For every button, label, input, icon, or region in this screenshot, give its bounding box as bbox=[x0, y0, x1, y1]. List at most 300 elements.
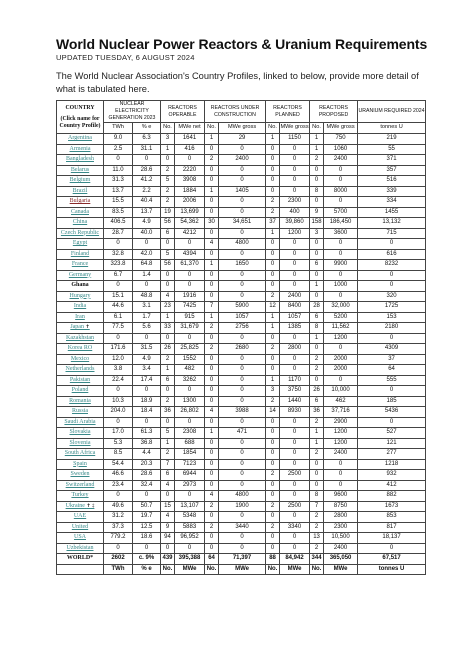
value-cell: 0 bbox=[310, 470, 324, 481]
value-cell: 10,500 bbox=[324, 533, 358, 544]
value-cell: 471 bbox=[219, 428, 266, 439]
value-cell: 9600 bbox=[324, 491, 358, 502]
value-cell: 158 bbox=[310, 218, 324, 229]
value-cell: 6 bbox=[310, 396, 324, 407]
value-cell: 1.4 bbox=[133, 270, 161, 281]
country-name[interactable]: Netherlands bbox=[65, 366, 95, 372]
value-cell: 30 bbox=[205, 218, 219, 229]
value-cell: 616 bbox=[358, 249, 426, 260]
country-name-cell[interactable] bbox=[57, 522, 104, 533]
value-cell: 0 bbox=[280, 155, 310, 166]
value-cell: 64.8 bbox=[133, 260, 161, 271]
country-name-cell[interactable] bbox=[57, 312, 104, 323]
value-cell: 1405 bbox=[219, 186, 266, 197]
value-cell: 9.0 bbox=[104, 134, 133, 145]
value-cell: 29 bbox=[219, 134, 266, 145]
value-cell: 0 bbox=[219, 386, 266, 397]
value-cell: 15.5 bbox=[104, 197, 133, 208]
value-cell: 715 bbox=[358, 228, 426, 239]
value-cell: 0 bbox=[266, 533, 280, 544]
country-name[interactable]: India bbox=[73, 303, 87, 309]
table-row bbox=[57, 291, 426, 302]
value-cell: 0 bbox=[219, 512, 266, 523]
value-cell: 6 bbox=[310, 312, 324, 323]
value-cell: 1 bbox=[205, 428, 219, 439]
country-name-cell[interactable] bbox=[57, 291, 104, 302]
country-name-cell[interactable] bbox=[57, 533, 104, 544]
value-cell: 0 bbox=[310, 197, 324, 208]
country-name-cell[interactable] bbox=[57, 218, 104, 229]
value-cell: 0 bbox=[205, 543, 219, 554]
country-name-cell[interactable] bbox=[57, 365, 104, 376]
value-cell: 0 bbox=[219, 375, 266, 386]
country-name[interactable]: Argentina bbox=[68, 135, 92, 141]
value-cell: 31.3 bbox=[104, 176, 133, 187]
value-cell: 0 bbox=[205, 249, 219, 260]
value-cell: 0 bbox=[310, 165, 324, 176]
table-row bbox=[57, 344, 426, 355]
country-name[interactable]: Belarus bbox=[70, 166, 90, 173]
country-name-cell[interactable] bbox=[57, 134, 104, 145]
value-cell: 853 bbox=[358, 512, 426, 523]
value-cell: 26,802 bbox=[175, 407, 205, 418]
value-cell: 4 bbox=[161, 291, 175, 302]
table-row bbox=[57, 176, 426, 187]
value-cell: No. bbox=[266, 564, 280, 575]
value-cell: 8 bbox=[310, 186, 324, 197]
value-cell: 64 bbox=[358, 365, 426, 376]
value-cell: 0 bbox=[161, 239, 175, 250]
country-name[interactable]: Egypt bbox=[72, 240, 88, 246]
value-cell: 0 bbox=[280, 144, 310, 155]
value-cell: 0 bbox=[205, 375, 219, 386]
country-name[interactable]: Ukraine bbox=[65, 502, 85, 509]
value-cell: 0 bbox=[219, 449, 266, 460]
value-cell: 0 bbox=[161, 491, 175, 502]
construction-mwe-subheader: MWe gross bbox=[219, 123, 266, 134]
country-name[interactable]: Bangladesh bbox=[66, 156, 94, 162]
value-cell: 1 bbox=[310, 428, 324, 439]
country-name[interactable]: Iran bbox=[75, 313, 85, 320]
country-name-cell[interactable] bbox=[57, 407, 104, 418]
value-cell: 0 bbox=[324, 270, 358, 281]
country-name[interactable]: Czech Republic bbox=[60, 229, 100, 236]
value-cell: 1200 bbox=[280, 228, 310, 239]
value-cell: 1552 bbox=[175, 354, 205, 365]
value-cell: 2000 bbox=[324, 354, 358, 365]
value-cell: 9 bbox=[161, 522, 175, 533]
country-name-cell[interactable] bbox=[57, 176, 104, 187]
proposed-mwe-subheader: MWe gross bbox=[324, 123, 358, 134]
country-name[interactable]: Russia bbox=[71, 408, 88, 414]
value-cell: 1385 bbox=[280, 323, 310, 334]
value-cell: 1300 bbox=[175, 396, 205, 407]
country-name[interactable]: USA bbox=[73, 534, 86, 540]
value-cell: 0 bbox=[310, 291, 324, 302]
table-row bbox=[57, 249, 426, 260]
value-cell: 3750 bbox=[280, 386, 310, 397]
country-name[interactable]: Switzerland bbox=[65, 481, 95, 488]
country-name[interactable]: Spain bbox=[73, 460, 87, 467]
value-cell: 0 bbox=[324, 239, 358, 250]
value-cell: 40.0 bbox=[133, 228, 161, 239]
value-cell: 0 bbox=[358, 333, 426, 344]
value-cell: 0 bbox=[280, 281, 310, 292]
value-cell: 555 bbox=[358, 375, 426, 386]
country-footnote-mark: ✝ ‡ bbox=[86, 503, 95, 509]
value-cell: 0 bbox=[219, 165, 266, 176]
value-cell: 0 bbox=[266, 186, 280, 197]
value-cell: 88 bbox=[266, 554, 280, 565]
country-name[interactable]: Hungary bbox=[69, 292, 91, 299]
value-cell: 186,450 bbox=[324, 218, 358, 229]
value-cell: 2 bbox=[266, 501, 280, 512]
value-cell: 0 bbox=[219, 533, 266, 544]
country-name-cell[interactable] bbox=[57, 512, 104, 523]
value-cell: 12.0 bbox=[104, 354, 133, 365]
country-name-cell[interactable] bbox=[57, 249, 104, 260]
value-cell: 67,517 bbox=[358, 554, 426, 565]
country-name-cell[interactable] bbox=[57, 302, 104, 313]
value-cell: 0 bbox=[266, 491, 280, 502]
table-row bbox=[57, 501, 426, 512]
value-cell: 4.9 bbox=[133, 218, 161, 229]
country-name[interactable]: Slovakia bbox=[69, 429, 91, 435]
country-name-cell[interactable] bbox=[57, 165, 104, 176]
value-cell: MWe bbox=[280, 564, 310, 575]
value-cell: 14 bbox=[266, 407, 280, 418]
country-name-cell[interactable] bbox=[57, 260, 104, 271]
value-cell: 2 bbox=[266, 197, 280, 208]
value-cell: 0 bbox=[280, 428, 310, 439]
country-name[interactable]: Korea RO bbox=[67, 345, 93, 351]
value-cell: 412 bbox=[358, 480, 426, 491]
value-cell: 0 bbox=[205, 470, 219, 481]
twh-subheader: TWh bbox=[104, 123, 133, 134]
uranium-subheader: tonnes U bbox=[358, 123, 426, 134]
country-name-cell[interactable] bbox=[57, 470, 104, 481]
value-cell: 0 bbox=[219, 365, 266, 376]
country-name[interactable]: UAE bbox=[73, 513, 87, 519]
value-cell: 46.6 bbox=[104, 470, 133, 481]
country-name-cell[interactable] bbox=[57, 144, 104, 155]
country-name-cell[interactable] bbox=[57, 375, 104, 386]
value-cell: TWh bbox=[104, 564, 133, 575]
value-cell: No. bbox=[161, 564, 175, 575]
value-cell: 61.3 bbox=[133, 428, 161, 439]
table-row bbox=[57, 480, 426, 491]
value-cell: 36.8 bbox=[133, 438, 161, 449]
value-cell: 5436 bbox=[358, 407, 426, 418]
country-name-cell[interactable] bbox=[57, 207, 104, 218]
value-cell: 34,651 bbox=[219, 218, 266, 229]
value-cell: 0 bbox=[324, 470, 358, 481]
value-cell: 9900 bbox=[324, 260, 358, 271]
country-name-cell[interactable] bbox=[57, 543, 104, 554]
country-name[interactable]: Japan bbox=[70, 324, 84, 330]
value-cell: MWe bbox=[175, 564, 205, 575]
country-name[interactable]: France bbox=[71, 261, 89, 267]
country-name-cell[interactable] bbox=[57, 239, 104, 250]
value-cell: 0 bbox=[219, 270, 266, 281]
value-cell: 5.6 bbox=[133, 323, 161, 334]
value-cell: 0 bbox=[280, 449, 310, 460]
value-cell: 1 bbox=[310, 144, 324, 155]
country-name[interactable]: South Africa bbox=[64, 450, 96, 456]
value-cell: 0 bbox=[266, 249, 280, 260]
country-name[interactable]: Slovenia bbox=[69, 439, 91, 446]
value-cell: 2308 bbox=[175, 428, 205, 439]
country-name[interactable]: Belgium bbox=[69, 177, 91, 183]
value-cell: No. bbox=[310, 564, 324, 575]
country-name[interactable]: Uzbekistan bbox=[66, 544, 94, 551]
country-name[interactable]: Finland bbox=[70, 250, 90, 257]
value-cell: 2006 bbox=[175, 197, 205, 208]
value-cell: 41.2 bbox=[133, 176, 161, 187]
reactors-table bbox=[56, 100, 426, 575]
value-cell: 0 bbox=[358, 543, 426, 554]
value-cell: 1 bbox=[266, 323, 280, 334]
country-name-cell[interactable] bbox=[57, 333, 104, 344]
value-cell: 8930 bbox=[280, 407, 310, 418]
country-name-cell[interactable] bbox=[57, 428, 104, 439]
country-name-cell[interactable] bbox=[57, 449, 104, 460]
value-cell: 0 bbox=[324, 197, 358, 208]
value-cell: 2 bbox=[161, 354, 175, 365]
value-cell: 2602 bbox=[104, 554, 133, 565]
value-cell: 2973 bbox=[175, 480, 205, 491]
value-cell: 22.4 bbox=[104, 375, 133, 386]
value-cell: 0 bbox=[104, 386, 133, 397]
value-cell: 31.1 bbox=[133, 144, 161, 155]
country-name[interactable]: Turkey bbox=[71, 492, 89, 498]
country-name-cell[interactable] bbox=[57, 438, 104, 449]
table-row bbox=[57, 155, 426, 166]
value-cell: 3.4 bbox=[133, 365, 161, 376]
value-cell: 37,716 bbox=[324, 407, 358, 418]
value-cell: 2 bbox=[266, 344, 280, 355]
planned-no-subheader: No. bbox=[266, 123, 280, 134]
value-cell: 0 bbox=[205, 197, 219, 208]
value-cell: 4 bbox=[205, 407, 219, 418]
value-cell: 3 bbox=[161, 134, 175, 145]
value-cell: 0 bbox=[133, 155, 161, 166]
country-name-cell[interactable] bbox=[57, 270, 104, 281]
value-cell: 4309 bbox=[358, 344, 426, 355]
value-cell: 2220 bbox=[175, 165, 205, 176]
value-cell: 0 bbox=[219, 438, 266, 449]
value-cell: 31.5 bbox=[133, 344, 161, 355]
value-cell: 0 bbox=[280, 417, 310, 428]
country-name[interactable]: Pakistan bbox=[69, 376, 91, 383]
value-cell: 64 bbox=[205, 554, 219, 565]
table-row bbox=[57, 239, 426, 250]
country-name[interactable]: Mexico bbox=[70, 355, 90, 362]
value-cell: 0 bbox=[161, 333, 175, 344]
value-cell: 1 bbox=[161, 144, 175, 155]
value-cell: 750 bbox=[324, 134, 358, 145]
country-name[interactable]: Brazil bbox=[72, 187, 88, 194]
value-cell: 0 bbox=[324, 291, 358, 302]
value-cell: 0 bbox=[133, 543, 161, 554]
value-cell: 84,942 bbox=[280, 554, 310, 565]
value-cell: 54.4 bbox=[104, 459, 133, 470]
value-cell: 2400 bbox=[324, 155, 358, 166]
country-name-cell[interactable] bbox=[57, 480, 104, 491]
value-cell: 10,000 bbox=[324, 386, 358, 397]
value-cell: 1200 bbox=[324, 438, 358, 449]
value-cell: 40.4 bbox=[133, 197, 161, 208]
value-cell: 2 bbox=[266, 522, 280, 533]
value-cell: 6.7 bbox=[104, 270, 133, 281]
table-row bbox=[57, 270, 426, 281]
value-cell: 2 bbox=[310, 365, 324, 376]
value-cell: 2300 bbox=[324, 522, 358, 533]
country-name-cell[interactable] bbox=[57, 396, 104, 407]
country-name-cell[interactable] bbox=[57, 417, 104, 428]
value-cell: 0 bbox=[161, 155, 175, 166]
country-name-cell[interactable] bbox=[57, 386, 104, 397]
country-name[interactable]: China bbox=[72, 219, 88, 225]
country-name-cell[interactable] bbox=[57, 459, 104, 470]
value-cell: 0 bbox=[266, 417, 280, 428]
value-cell: 0 bbox=[219, 333, 266, 344]
value-cell: 0 bbox=[205, 480, 219, 491]
value-cell: 1060 bbox=[324, 144, 358, 155]
value-cell: 0 bbox=[324, 165, 358, 176]
table-row bbox=[57, 281, 426, 292]
country-name[interactable]: United bbox=[71, 523, 89, 530]
value-cell: 19 bbox=[161, 207, 175, 218]
value-cell: 4 bbox=[161, 480, 175, 491]
country-name-cell[interactable] bbox=[57, 323, 104, 334]
country-name-cell[interactable] bbox=[57, 228, 104, 239]
value-cell: 0 bbox=[280, 365, 310, 376]
value-cell: 33 bbox=[161, 323, 175, 334]
value-cell: No. bbox=[205, 564, 219, 575]
table-row bbox=[57, 449, 426, 460]
country-name[interactable]: Armenia bbox=[69, 145, 91, 152]
value-cell: 1 bbox=[266, 375, 280, 386]
value-cell: 4212 bbox=[175, 228, 205, 239]
value-cell: 0 bbox=[175, 281, 205, 292]
value-cell: 1 bbox=[310, 333, 324, 344]
value-cell: 121 bbox=[358, 438, 426, 449]
value-cell: 2 bbox=[161, 165, 175, 176]
country-name[interactable]: Bulgaria bbox=[69, 198, 91, 204]
value-cell: 0 bbox=[219, 396, 266, 407]
value-cell: 3.1 bbox=[133, 302, 161, 313]
value-cell: 1650 bbox=[219, 260, 266, 271]
value-cell: 0 bbox=[133, 333, 161, 344]
value-cell: 49.6 bbox=[104, 501, 133, 512]
value-cell: 1218 bbox=[358, 459, 426, 470]
value-cell: 5 bbox=[161, 176, 175, 187]
value-cell: 0 bbox=[219, 176, 266, 187]
value-cell: 71,397 bbox=[219, 554, 266, 565]
value-cell: 0 bbox=[280, 491, 310, 502]
value-cell: 4.9 bbox=[133, 354, 161, 365]
country-name-cell[interactable] bbox=[57, 344, 104, 355]
value-cell: 1 bbox=[161, 365, 175, 376]
value-cell: 0 bbox=[205, 144, 219, 155]
country-name-cell[interactable] bbox=[57, 501, 104, 512]
value-cell: 0 bbox=[358, 270, 426, 281]
country-name-cell[interactable] bbox=[57, 491, 104, 502]
value-cell: 2000 bbox=[324, 365, 358, 376]
table-row bbox=[57, 512, 426, 523]
value-cell: 2 bbox=[310, 512, 324, 523]
value-cell: 2 bbox=[205, 501, 219, 512]
country-name[interactable]: Germany bbox=[68, 271, 92, 278]
proposed-group-header: REACTORS PROPOSED bbox=[310, 101, 358, 123]
country-name[interactable]: Sweden bbox=[70, 471, 90, 477]
value-cell: 0 bbox=[358, 281, 426, 292]
value-cell: 2 bbox=[310, 155, 324, 166]
construction-group-header: REACTORS UNDER CONSTRUCTION bbox=[205, 101, 266, 123]
value-cell: 56 bbox=[161, 218, 175, 229]
value-cell: 2 bbox=[310, 354, 324, 365]
value-cell: 5348 bbox=[175, 512, 205, 523]
country-name[interactable]: Saudi Arabia bbox=[64, 418, 96, 425]
country-name-cell[interactable] bbox=[57, 186, 104, 197]
value-cell: 32.8 bbox=[104, 249, 133, 260]
country-name-cell[interactable] bbox=[57, 197, 104, 208]
value-cell: 365,050 bbox=[324, 554, 358, 565]
value-cell: 0 bbox=[280, 438, 310, 449]
value-cell: 527 bbox=[358, 428, 426, 439]
country-name[interactable]: Poland bbox=[71, 387, 89, 393]
country-name[interactable]: Kazakhstan bbox=[66, 334, 94, 341]
value-cell: 3440 bbox=[219, 522, 266, 533]
value-cell: 0 bbox=[205, 512, 219, 523]
value-cell: 0 bbox=[280, 176, 310, 187]
country-name-cell[interactable] bbox=[57, 354, 104, 365]
value-cell: 37 bbox=[266, 218, 280, 229]
country-name[interactable]: Canada bbox=[71, 208, 89, 215]
value-cell: 0 bbox=[310, 344, 324, 355]
value-cell: 26 bbox=[161, 344, 175, 355]
value-cell: 219 bbox=[358, 134, 426, 145]
value-cell: 18,137 bbox=[358, 533, 426, 544]
value-cell: 23.4 bbox=[104, 480, 133, 491]
table-row bbox=[57, 197, 426, 208]
value-cell: 323.8 bbox=[104, 260, 133, 271]
value-cell: 4800 bbox=[219, 239, 266, 250]
table-row bbox=[57, 407, 426, 418]
value-cell: 371 bbox=[358, 155, 426, 166]
value-cell: 0 bbox=[104, 155, 133, 166]
value-cell: 2 bbox=[161, 186, 175, 197]
value-cell: 6 bbox=[161, 228, 175, 239]
value-cell: 6 bbox=[161, 375, 175, 386]
country-name-cell bbox=[57, 554, 104, 565]
value-cell: 0 bbox=[266, 428, 280, 439]
value-cell: 0 bbox=[175, 333, 205, 344]
value-cell: 357 bbox=[358, 165, 426, 176]
value-cell: 0 bbox=[219, 228, 266, 239]
updated-date: UPDATED TUESDAY, 6 AUGUST 2024 bbox=[56, 53, 195, 62]
country-name-cell[interactable] bbox=[57, 155, 104, 166]
table-row bbox=[57, 564, 426, 575]
value-cell: 4 bbox=[161, 512, 175, 523]
value-cell: 2800 bbox=[280, 344, 310, 355]
country-name[interactable]: Romania bbox=[69, 397, 91, 404]
value-cell: 12.5 bbox=[133, 522, 161, 533]
country-name-cell bbox=[57, 564, 104, 575]
table-row bbox=[57, 522, 426, 533]
value-cell: 0 bbox=[205, 449, 219, 460]
